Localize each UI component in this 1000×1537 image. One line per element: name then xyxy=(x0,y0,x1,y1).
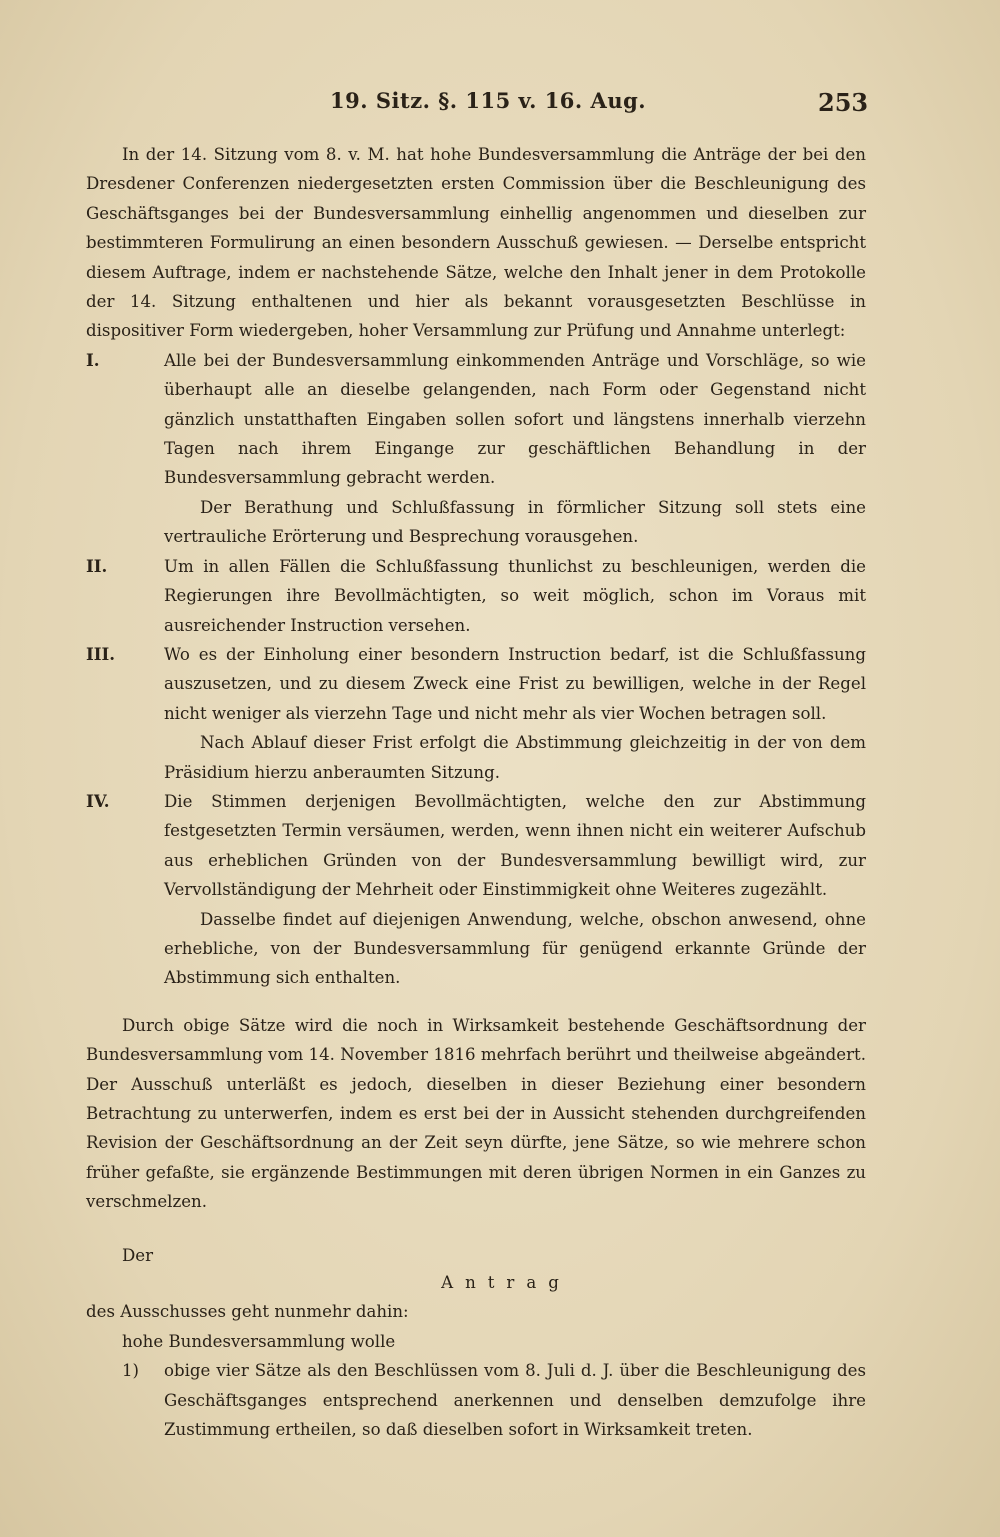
list-item-4 xyxy=(86,787,866,905)
point-number: 1) xyxy=(122,1361,140,1381)
item-text: Wo es der Einholung einer besondern Instruction bedarf, ist die Schlußfassung auszusetzen, und zu diesem Zweck eine Frist zu bewilligen, welche in der Regel nicht weniger als vierzehn Tage und nicht mehr als vier Wochen betragen soll. xyxy=(164,644,866,723)
list-item-1 xyxy=(86,346,866,493)
der-line: Der xyxy=(122,1245,154,1265)
item-text: Alle bei der Bundesversammlung einkommenden Anträge und Vorschläge, so wie überhaupt alle an dieselbe gelangenden, nach Form oder Gegenstand nicht gänzlich unstatthaften Eingaben sollen sofort und längstens innerhalb vierzehn Tagen nach ihrem Eingange zur geschäftlichen Behandlung in der Bundesversammlung gebracht werden. xyxy=(164,350,866,488)
closing-paragraph: Durch obige Sätze wird die noch in Wirksamkeit bestehende Geschäftsordnung der Bundesversammlung vom 14. November 1816 mehrfach berührt und theilweise abgeändert. Der Ausschuß unterläßt es jedoch, dieselben in dieser Beziehung einer besondern Betrachtung zu unterwerfen, indem es erst bei der in Aussicht stehenden durchgreifenden Revision der Geschäftsordnung an der Zeit seyn dürfte, jene Sätze, so wie mehrere schon früher gefaßte, sie ergänzende Bestimmungen mit deren übrigen Normen in ein Ganzes zu verschmelzen. xyxy=(86,1015,866,1212)
page-header xyxy=(0,88,1000,122)
item-number: III. xyxy=(86,643,116,664)
document-body xyxy=(86,140,866,1444)
resolution-point-1 xyxy=(122,1356,866,1444)
item-text: Um in allen Fällen die Schlußfassung thunlichst zu beschleunigen, werden die Regierungen ihre Bevollmächtigten, so weit möglich, schon im Voraus mit ausreichender Instruction versehen. xyxy=(164,556,866,635)
item-number: IV. xyxy=(86,790,110,811)
running-head: 19. Sitz. §. 115 v. 16. Aug. xyxy=(330,88,647,113)
list-item-2 xyxy=(86,552,866,640)
hohe-line: hohe Bundesversammlung wolle xyxy=(122,1331,396,1351)
item-text: Die Stimmen derjenigen Bevollmächtigten, welche den zur Abstimmung festgesetzten Termin versäumen, werden, wenn ihnen nicht ein weiterer Aufschub aus erheblichen Gründen von der Bundesversammlung bewilligt wird, zur Vervollständigung der Mehrheit oder Einstimmigkeit ohne Weiteres zugezählt. xyxy=(164,791,866,900)
intro-paragraph: In der 14. Sitzung vom 8. v. M. hat hohe Bundesversammlung die Anträge der bei den Dresdener Conferenzen niedergesetzten ersten Commission über die Beschleunigung des Geschäftsganges bei der Bundesversammlung einhellig angenommen und dieselben zur bestimmteren Formulirung an einen besondern Ausschuß gewiesen. — Derselbe entspricht diesem Auftrage, indem er nachstehende Sätze, welche den Inhalt jener in dem Protokolle der 14. Sitzung enthaltenen und hier als bekannt vorausgesetzten Beschlüsse in dispositiver Form wiedergeben, hoher Versammlung zur Prüfung und Annahme unterlegt: xyxy=(86,145,866,341)
antrag-heading: Antrag xyxy=(441,1273,571,1293)
item-subparagraph: Der Berathung und Schlußfassung in förmlicher Sitzung soll stets eine vertrauliche Erörterung und Besprechung vorausgehen. xyxy=(164,497,866,547)
item-subparagraph: Nach Ablauf dieser Frist erfolgt die Abstimmung gleichzeitig in der von dem Präsidium hierzu anberaumten Sitzung. xyxy=(164,733,866,782)
page-number: 253 xyxy=(818,88,869,117)
list-item-3 xyxy=(86,640,866,728)
item-number: II. xyxy=(86,555,108,576)
point-text: obige vier Sätze als den Beschlüssen vom 8. Juli d. J. über die Beschleunigung des Geschäftsganges entsprechend anerkennen und denselben demzufolge ihre Zustimmung ertheilen, so daß dieselben sofort in Wirksamkeit treten. xyxy=(164,1361,866,1440)
item-number: I. xyxy=(86,349,100,370)
ausschuss-line: des Ausschusses geht nunmehr dahin: xyxy=(86,1302,409,1322)
item-subparagraph: Dasselbe findet auf diejenigen Anwendung, welche, obschon anwesend, ohne erhebliche, von der Bundesversammlung für genügend erkannte Gründe der Abstimmung sich enthalten. xyxy=(164,909,866,988)
